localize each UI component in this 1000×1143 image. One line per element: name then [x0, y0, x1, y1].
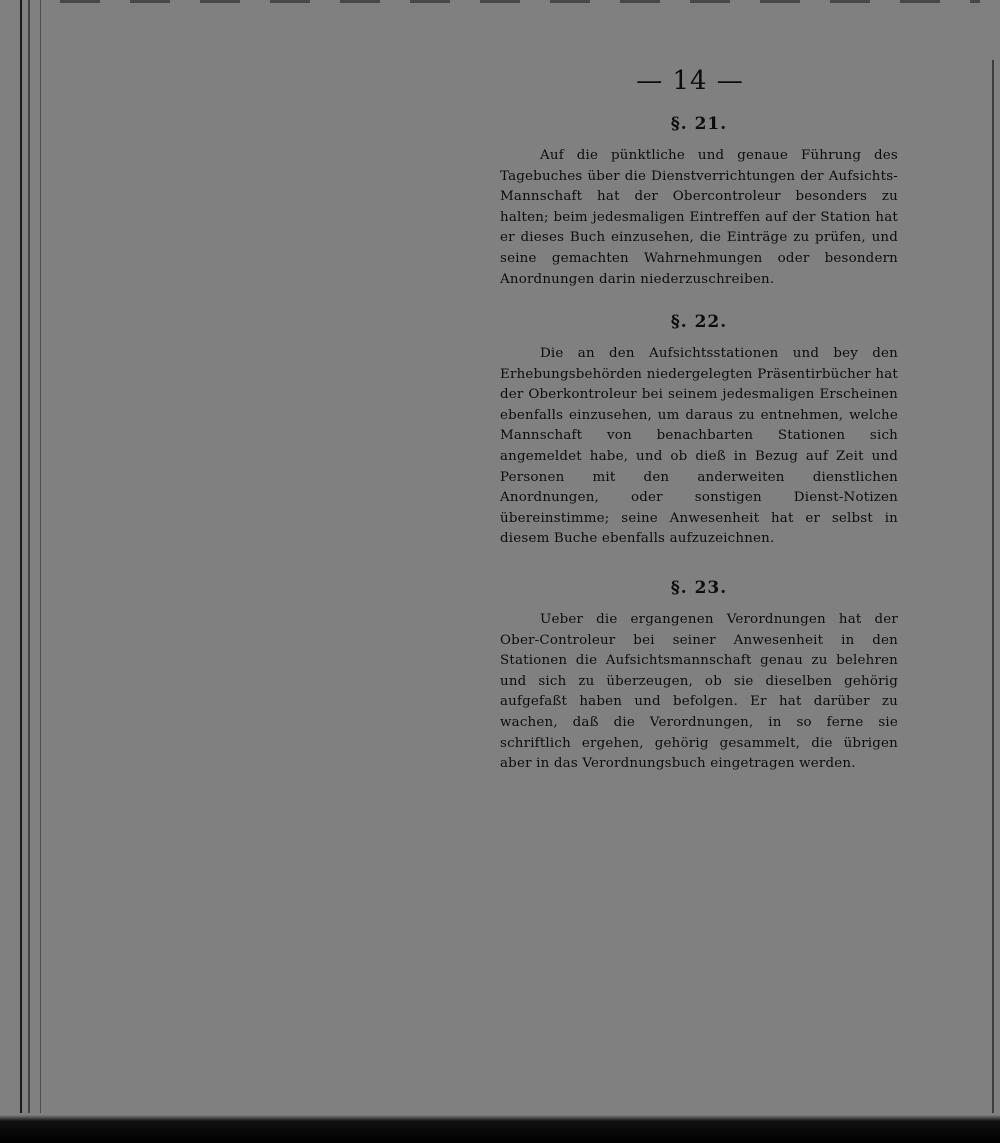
section-heading: §. 23.: [670, 578, 728, 598]
right-page-edge: [992, 60, 994, 1113]
section-22: [500, 312, 898, 550]
left-binding-line: [20, 0, 22, 1113]
left-binding-line: [40, 0, 41, 1113]
section-heading: §. 22.: [670, 312, 728, 332]
left-binding-line: [28, 0, 30, 1113]
section-text: Die an den Aufsichtsstationen und bey den Erhebungsbehörden niedergelegten Präsentirbücher hat der Oberkontroleur bei seinem jedesmaligen Erscheinen ebenfalls einzusehen, um daraus zu entnehmen, welche Mannschaft von benachbarten Stationen sich angemeldet habe, und ob dieß in Bezug auf Zeit und Personen mit den anderweiten dienstlichen Anordnungen, oder sonstigen Dienst-Notizen übereinstimme; seine Anwesenheit hat er selbst in diesem Buche ebenfalls aufzuzeichnen.: [500, 346, 898, 547]
section-text: Auf die pünktliche und genaue Führung des Tagebuches über die Dienstverrichtungen der Aufsichts-Mannschaft hat der Obercontroleur besonders zu halten; beim jedesmaligen Eintreffen auf der Station hat er dieses Buch einzusehen, die Einträge zu prüfen, und seine gemachten Wahrnehmungen oder besondern Anordnungen darin niederzuschreiben.: [500, 148, 898, 287]
top-edge-bleed: [60, 0, 980, 3]
section-text: Ueber die ergangenen Verordnungen hat der Ober-Controleur bei seiner Anwesenheit in den Stationen die Aufsichtsmannschaft genau zu belehren und sich zu überzeugen, ob sie dieselben gehörig aufgefaßt haben und befolgen. Er hat darüber zu wachen, daß die Verordnungen, in so ferne sie schriftlich ergehen, gehörig gesammelt, die übrigen aber in das Verordnungsbuch eingetragen werden.: [500, 612, 898, 772]
section-heading: §. 21.: [670, 114, 728, 134]
section-23: [500, 578, 898, 775]
bottom-shadow: [0, 1115, 1000, 1143]
page-number: — 14 —: [636, 66, 744, 96]
section-21: [500, 114, 898, 290]
